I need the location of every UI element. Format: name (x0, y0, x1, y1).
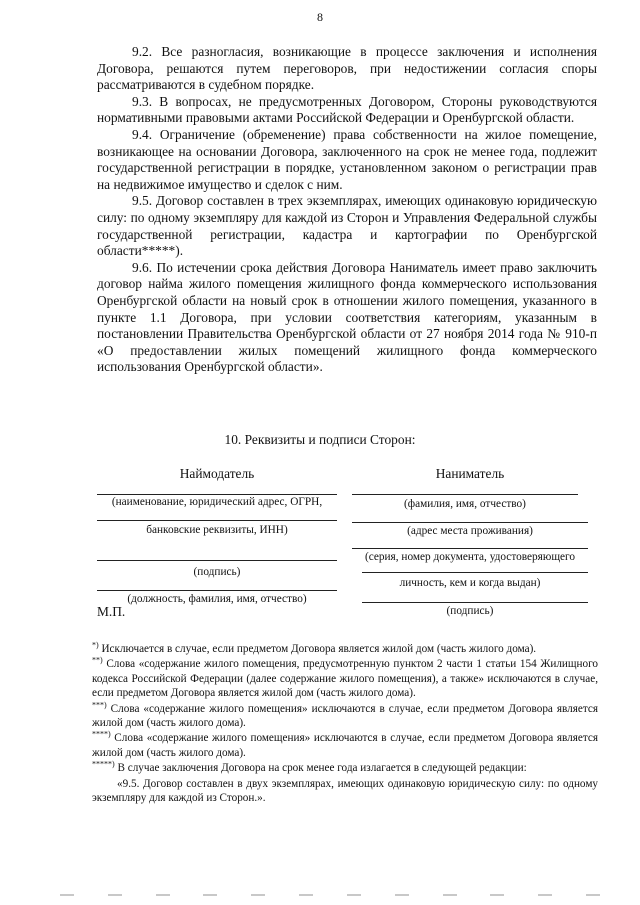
tenant-caption-1: (фамилия, имя, отчество) (404, 498, 526, 510)
tenant-caption-2: (адрес места проживания) (407, 525, 533, 537)
tenant-line-1 (352, 494, 578, 495)
footnote-marker: *) (92, 640, 99, 650)
paragraph-9-3: 9.3. В вопросах, не предусмотренных Договором, Стороны руководствуются нормативными правовыми актами Российской Федерации и Оренбургской области. (97, 93, 597, 126)
scan-edge-artifacts (60, 894, 600, 897)
contract-body (97, 44, 597, 376)
tenant-line-2 (352, 522, 588, 523)
footnote-1 (92, 642, 598, 656)
footnote-marker: ****) (92, 729, 111, 739)
tenant-caption-4: личность, кем и когда выдан) (399, 577, 541, 589)
footnote-text: Слова «содержание жилого помещения, предусмотренную пунктом 2 части 1 статьи 154 Жилищного кодекса Российской Федерации (далее содержание жилого помещения), а также» исключаются в случае, если предметом Договора является жилой дом (часть жилого дома). (92, 658, 598, 700)
paragraph-9-2: 9.2. Все разногласия, возникающие в процессе заключения и исполнения Договора, решаются путем переговоров, при недостижении согласия споры рассматриваются в судебном порядке. (97, 44, 597, 93)
footnotes (92, 642, 598, 806)
footnote-5 (92, 761, 598, 775)
footnote-text: Слова «содержание жилого помещения» исключаются в случае, если предметом Договора является жилой дом (часть жилого дома). (92, 732, 598, 759)
tenant-line-4 (362, 572, 588, 573)
landlord-caption-2: банковские реквизиты, ИНН) (146, 524, 288, 536)
landlord-line-1 (97, 494, 337, 495)
paragraph-9-5: 9.5. Договор составлен в трех экземплярах, имеющих одинаковую юридическую силу: по одному экземпляру для каждой из Сторон и Управления Федеральной службы государственной регистрации, кадастра и картографии по Оренбургской области*****). (97, 193, 597, 259)
footnote-2 (92, 657, 598, 700)
footnote-text: В случае заключения Договора на срок менее года излагается в следующей редакции: (114, 762, 527, 775)
page-number: 8 (317, 10, 323, 24)
landlord-caption-1: (наименование, юридический адрес, ОГРН, (111, 496, 323, 508)
landlord-line-4 (97, 590, 337, 591)
footnote-text: Слова «содержание жилого помещения» исключаются в случае, если предметом Договора является жилой дом (часть жилого дома). (92, 702, 598, 730)
tenant-line-5 (362, 602, 588, 603)
footnote-3 (92, 699, 598, 731)
footnote-4 (92, 731, 598, 760)
section-title: 10. Реквизиты и подписи Сторон: (224, 432, 416, 447)
landlord-heading: Наймодатель (179, 466, 255, 481)
tenant-caption-3: (серия, номер документа, удостоверяющего (364, 551, 576, 563)
stamp-placeholder: М.П. (97, 604, 126, 619)
footnote-quote: «9.5. Договор составлен в двух экземплярах, имеющих одинаковую юридическую силу: по одному экземпляру для каждой из Сторон.». (92, 777, 598, 805)
footnote-marker: ***) (92, 699, 107, 709)
paragraph-9-6: 9.6. По истечении срока действия Договора Наниматель имеет право заключить договор найма жилого помещения жилищного фонда коммерческого использования Оренбургской области на новый срок в отношении жилого помещения, указанного в пункте 1.1 Договора, при условии соответствия категориям, указанным в постановлении Правительства Оренбургской области от 27 ноября 2014 года № 910-п «О предоставлении жилых помещений жилищного фонда коммерческого использования Оренбургской области». (97, 259, 597, 375)
landlord-line-3 (97, 560, 337, 561)
paragraph-9-4: 9.4. Ограничение (обременение) права собственности на жилое помещение, возникающее на основании Договора, заключенного на срок не менее года, подлежит государственной регистрации в порядке, установленном законом о регистрации прав на недвижимое имущество и сделок с ним. (97, 126, 597, 192)
landlord-line-2 (97, 520, 337, 521)
footnote-marker: **) (92, 655, 103, 665)
tenant-line-3 (352, 548, 588, 549)
landlord-caption-4: (должность, фамилия, имя, отчество) (127, 593, 307, 605)
tenant-heading: Наниматель (435, 466, 505, 481)
tenant-caption-5: (подпись) (446, 605, 494, 617)
landlord-caption-3: (подпись) (193, 566, 241, 578)
footnote-text: Исключается в случае, если предметом Договора является жилой дом (часть жилого дома). (98, 643, 537, 655)
footnote-marker: *****) (92, 759, 115, 769)
